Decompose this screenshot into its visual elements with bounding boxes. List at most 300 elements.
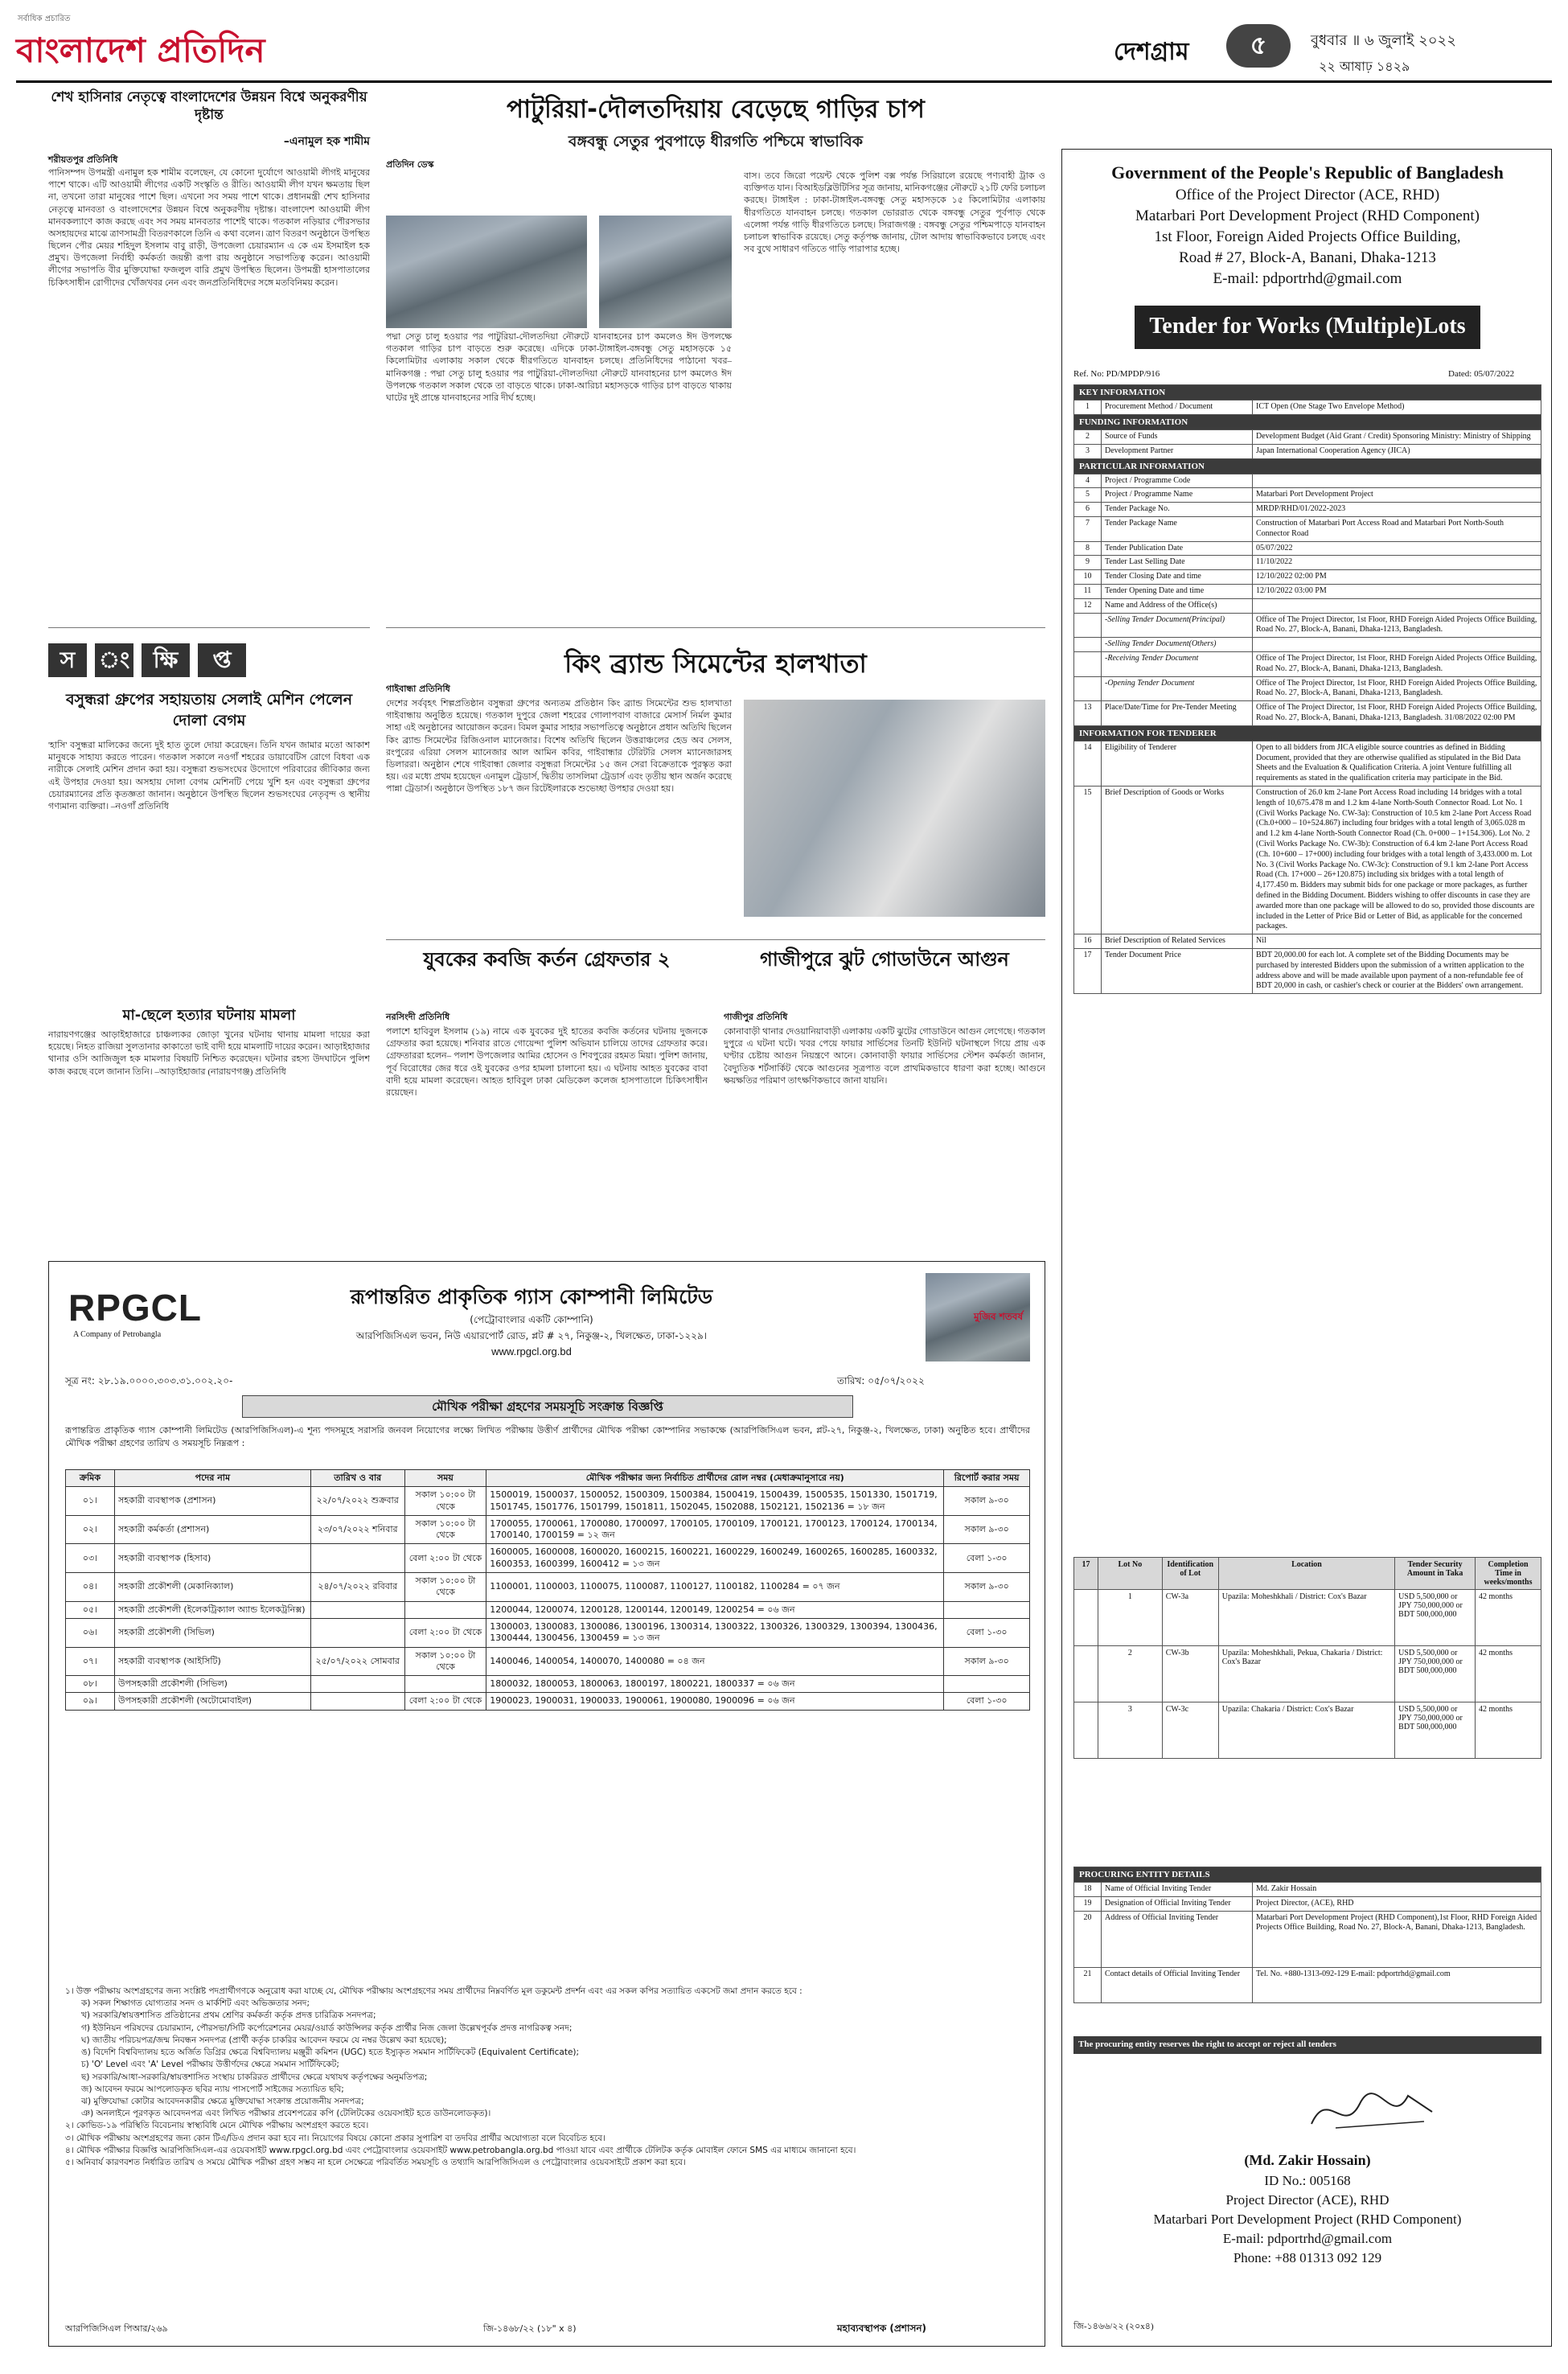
row-label: -Receiving Tender Document	[1102, 651, 1253, 676]
table-cell: 2	[1098, 1646, 1162, 1702]
table-cell: ২৪/০৭/২০২২ রবিবার	[310, 1573, 404, 1602]
row-label: Tender Publication Date	[1102, 541, 1253, 556]
brief1-body: 'হাসি' বসুন্ধরা মালিকের জন্যে দুই হাত তুলে দোয়া করেছেন। তিনি যখন জামার মতো আকাশ মানুষকে সাহায্য করতে পারেন। গতকাল সকালে নওগাঁ শহরের ডায়াবেটিস রোগে বিধবা এক নারীকে সেলাই মেশিন প্রদান করা হয়। বসুন্ধরা শুভসংঘের উদ্যোগে পরিবারের জীবিকার জন্য এই উপহার দেওয়া হয়। অসহায় দোলা বেগম মেশিনটি পেয়ে খুশি হন এবং বসুন্ধরা গ্রুপের চেয়ারম্যানের প্রতি কৃতজ্ঞতা জানান। অনুষ্ঠানে উপস্থিত ছিলেন শুভসংঘের নেতৃবৃন্দ ও স্থানীয় গণ্যমান্য ব্যক্তিরা। –নওগাঁ প্রতিনিধি	[48, 741, 370, 811]
table-row	[66, 1487, 1030, 1516]
office-address-line2: Road # 27, Block-A, Banani, Dhaka-1213	[1179, 249, 1436, 266]
table-row	[1074, 598, 1541, 613]
row-value: MRDP/RHD/01/2022-2023	[1253, 503, 1541, 517]
section-header-row	[1074, 725, 1541, 741]
table-cell: ০৮।	[66, 1676, 115, 1693]
row-number: 11	[1074, 585, 1102, 599]
instruction-item: ১। উক্ত পরীক্ষায় অংশগ্রহণের জন্য সংশ্লিষ্ট পদপ্রার্থীগণকে অনুরোধ করা যাচ্ছে যে, মৌখিক পরীক্ষায় অংশগ্রহণের সময় প্রার্থীদের নিম্নবর্ণিত মূল ডকুমেন্ট প্রদর্শন এবং এর সকল কপির সত্যায়িত একসেট জমা প্রদান করতে হবে :	[65, 1986, 802, 1996]
table-cell: সকাল ৯-৩০	[944, 1647, 1030, 1676]
row-label: Place/Date/Time for Pre-Tender Meeting	[1102, 701, 1253, 726]
table-cell: ০১।	[66, 1487, 115, 1516]
brief-news-banner	[48, 643, 370, 679]
table-row	[66, 1601, 1030, 1618]
table-row	[1074, 517, 1541, 542]
row-value: Office of The Project Director, 1st Floor, RHD Foreign Aided Projects Office Building, Road No. 27, Block-A, Banani, Dhaka-1213, Bangladesh.	[1253, 613, 1541, 638]
table-cell: 1	[1098, 1590, 1162, 1646]
mujib-logo: মুজিব শতবর্ষ	[974, 1311, 1024, 1322]
row-label: Name and Address of the Office(s)	[1102, 598, 1253, 613]
brief2-body: নারায়ণগঞ্জের আড়াইহাজারে চাঞ্চল্যকর জোড়া খুনের ঘটনায় থানায় মামলা দায়ের করা হয়েছে। নিহত রাজিয়া সুলতানার কাকাতো ভাই বাদী হয়ে মামলাটি দায়ের করেন। আড়াইহাজার থানার ওসি আজিজুল হক মামলার বিষয়টি নিশ্চিত করেছেন। ঘটনার রহস্য উদঘাটনে পুলিশ কাজ করছে বলে জানান তিনি। –আড়াইহাজার (নারায়ণগঞ্জ) প্রতিনিধি	[48, 1030, 370, 1077]
instruction-item: ২। কোভিড-১৯ পরিস্থিতি বিবেচনায় স্বাস্থ্যবিধি মেনে মৌখিক পরীক্ষায় অংশগ্রহণ করতে হবে।	[65, 2121, 369, 2131]
row-label: Development Partner	[1102, 444, 1253, 458]
row-value: Open to all bidders from JICA eligible source countries as defined in Bidding Document, provided that they are otherwise qualified as stipulated in the Bid Data Sheets and the Evaluation & Qualification Criteria. A joint Venture fulfilling all requirements as stated in the qualification criteria may participate in the Bid.	[1253, 741, 1541, 786]
row-label: -Selling Tender Document(Others)	[1102, 638, 1253, 652]
table-cell: সকাল ১০:০০ টা থেকে	[404, 1573, 486, 1602]
table-row	[66, 1693, 1030, 1710]
story1-byline: শরীয়তপুর প্রতিনিধি	[48, 154, 118, 165]
table-cell: 18	[1074, 1883, 1102, 1897]
row-value: Construction of 26.0 km 2-lane Port Access Road including 14 bridges with a total length of 10,675.478 m and 1.2 km 4-lane North-South Connector Road. Lot No. 1 (Civil Works Package No. CW-3a): Construction of 10.5 km 2-lane Port Access Road (Ch.0+000 – 10+524.867) including four bridges with a total length of 3,065.028 m and 1.2 km 4-lane North-South Connector Road (Ch. 0+000 – 1+154.306). Lot No. 2 (Civil Works Package No. CW-3b): Construction of 6.4 km 2-lane Port Access Road (Ch. 10+600 – 17+000) including four bridges with a total length of 3,433.000 m. Lot No. 3 (Civil Works Package No. CW-3c): Construction of 9.1 km 2-lane Port Access Road (Ch. 17+000 – 26+120.875) including six bridges with a total length of 4,177.450 m. Bidders may submit bids for one package or more packages, as further defined in the Bidding Document. Bidders wishing to offer discounts in case they are awarded more than one package will be allowed to do so, provided those discounts are included in the Letter of Price Bid or Letter of Bid, as applicable for the concerned packages.	[1253, 787, 1541, 934]
table-cell: 1500019, 1500037, 1500052, 1500309, 1500384, 1500419, 1500439, 1500535, 1501330, 1501719, 1501745, 1501776, 1501799, 1501811, 1502045, 1502088, 1502121, 1502136 = ১৮ জন	[486, 1487, 944, 1516]
table-cell	[310, 1601, 404, 1618]
row-number: 4	[1074, 474, 1102, 488]
row-label: Tender Document Price	[1102, 948, 1253, 993]
signature-image	[1303, 2080, 1440, 2144]
row-number: 15	[1074, 787, 1102, 934]
column-header: তারিখ ও বার	[310, 1470, 404, 1487]
story4-body: পলাশে হাবিবুল ইসলাম (১৯) নামে এক যুবকের দুই হাতের কবজি কর্তনের ঘটনায় দুজনকে গ্রেফতার করা হয়েছে। শনিবার রাতে গোয়েন্দা পুলিশ অভিযান চালিয়ে তাদের গ্রেফতার করে। গ্রেফতাররা হলেন– পলাশ উপজেলার আমির হোসেন ও শিবপুরের রহমত মিয়া। পুলিশ জানায়, পূর্ব বিরোধের জের ধরে ওই যুবকের ওপর হামলা চালানো হয়। এ ঘটনায় আহত যুবকের বাবা বাদী হয়ে মামলা করেছেন। আহত হাবিবুল ঢাকা মেডিকেল কলেজ হাসপাতালে চিকিৎসাধীন রয়েছেন।	[386, 1027, 708, 1098]
instruction-item: ৫। অনিবার্য কারণবশত নির্ধারিত তারিখ ও সময়ে মৌখিক পরীক্ষা গ্রহণ সম্ভব না হলে সেক্ষেত্রে পরিবর্তিত সময়সূচি ও তথ্যাদি আরপিজিসিএল ও পেট্রোবাংলার ওয়েবসাইটে প্রকাশ করা হবে।	[65, 2158, 686, 2168]
table-cell: ২৩/০৭/২০২২ শনিবার	[310, 1515, 404, 1544]
section-header-row	[1074, 414, 1541, 429]
table-cell: 1200044, 1200074, 1200128, 1200144, 1200149, 1200254 = ০৬ জন	[486, 1601, 944, 1618]
table-row	[1074, 676, 1541, 701]
row-number: 9	[1074, 556, 1102, 570]
signatory-id: ID No.: 005168	[1264, 2173, 1351, 2188]
table-cell: Address of Official Inviting Tender	[1102, 1911, 1253, 1967]
row-number: 5	[1074, 488, 1102, 503]
row-value: 11/10/2022	[1253, 556, 1541, 570]
table-cell: উপসহকারী প্রকৌশলী (সিভিল)	[114, 1676, 310, 1693]
row-number: 6	[1074, 503, 1102, 517]
row-value: ICT Open (One Stage Two Envelope Method)	[1253, 400, 1541, 415]
table-cell: CW-3a	[1162, 1590, 1218, 1646]
row-number: 7	[1074, 517, 1102, 542]
story5-body: কোনাবাড়ী থানার দেওয়ানিয়াবাড়ী এলাকায় একটি ঝুটের গোডাউনে আগুন লেগেছে। গতকাল দুপুরে এ ঘটনা ঘটে। খবর পেয়ে ফায়ার সার্ভিসের তিনটি ইউনিট ঘটনাস্থলে গিয়ে প্রায় এক ঘণ্টার চেষ্টায় আগুন নিয়ন্ত্রণে আনে। কোনাবাড়ী ফায়ার সার্ভিসের স্টেশন কর্মকর্তা জানান, বৈদ্যুতিক শর্টসার্কিট থেকে আগুনের সূত্রপাত বলে প্রাথমিকভাবে ধারণা করা হচ্ছে। আগুনে ক্ষয়ক্ষতির পরিমাণ তাৎক্ষণিকভাবে জানা যায়নি।	[724, 1027, 1045, 1086]
row-number: 12	[1074, 598, 1102, 613]
highway-photo	[599, 216, 732, 328]
row-number: 2	[1074, 429, 1102, 444]
row-number	[1074, 651, 1102, 676]
table-cell	[944, 1601, 1030, 1618]
column-header: Location	[1218, 1558, 1394, 1590]
table-cell: সহকারী ব্যবস্থাপক (হিসাব)	[114, 1544, 310, 1573]
ad-code: জি-১৪৬৬/২২ (২০x৪)	[1073, 2322, 1154, 2331]
rpgcl-website: www.rpgcl.org.bd	[491, 1345, 572, 1357]
memo-number: সূত্র নং: ২৮.১৯.০০০০.৩০৩.৩১.০০২.২০-	[65, 1375, 233, 1386]
table-cell: সকাল ৯-৩০	[944, 1487, 1030, 1516]
table-cell: USD 5,500,000 or JPY 750,000,000 or BDT 500,000,000	[1395, 1590, 1476, 1646]
table-row	[1074, 503, 1541, 517]
table-row	[66, 1647, 1030, 1676]
notice-date: তারিখ: ০৫/০৭/২০২২	[837, 1375, 925, 1386]
table-row	[1074, 701, 1541, 726]
row-value: Development Budget (Aid Grant / Credit) Sponsoring Ministry: Ministry of Shipping	[1253, 429, 1541, 444]
table-cell: বেলা ২:০০ টা থেকে	[404, 1693, 486, 1710]
table-cell: Designation of Official Inviting Tender	[1102, 1896, 1253, 1911]
rpgcl-logo-caption: A Company of Petrobangla	[73, 1330, 162, 1339]
banner-letter: প্ত	[198, 643, 246, 677]
table-cell: 20	[1074, 1911, 1102, 1967]
rpgcl-company-name: রূপান্তরিত প্রাকৃতিক গ্যাস কোম্পানী লিমিটেড	[350, 1285, 713, 1308]
instruction-item: ক) সকল শিক্ষাগত যোগ্যতার সনদ ও মার্কশিট এবং অভিজ্ঞতার সনদ;	[81, 1998, 310, 2009]
story2-body-part2: বাস। তবে জিরো পয়েন্ট থেকে পুলিশ বক্স পর্যন্ত সিরিয়ালে রয়েছে পণ্যবাহী ট্রাক ও ব্যক্তিগত যান। বিআইডব্লিউটিসির সূত্র জানায়, মানিকগঞ্জের নৌরুটে ২১টি ফেরি চলাচল করছে। টাঙ্গাইল : ঢাকা-টাঙ্গাইল-বঙ্গবন্ধু সেতু মহাসড়কে ১৫ কিলোমিটার এলাকায় ধীরগতিতে যানবাহন চলছে। গতকাল ভোররাত থেকে বঙ্গবন্ধু সেতুর পূর্বপাড় থেকে এলেঙ্গা পর্যন্ত গাড়ি ধীরগতিতে চলছে। সিরাজগঞ্জ : বঙ্গবন্ধু সেতুর পশ্চিমপাড়ে যানবাহন চলাচল স্বাভাবিক রয়েছে। সেতু কর্তৃপক্ষ জানায়, টোল আদায় স্বাভাবিকভাবে চলছে এবং সব বুথে সাধারণ গতিতে গাড়ি পারাপার হচ্ছে।	[744, 171, 1045, 255]
section-title: PROCURING ENTITY DETAILS	[1074, 1867, 1541, 1883]
table-cell: ০৯।	[66, 1693, 115, 1710]
row-number: 3	[1074, 444, 1102, 458]
story2-subhead: বঙ্গবন্ধু সেতুর পুবপাড়ে ধীরগতি পশ্চিমে স্বাভাবিক	[568, 133, 864, 150]
story4-headline: যুবকের কবজি কর্তন গ্রেফতার ২	[423, 948, 671, 971]
story3-byline: গাইবান্ধা প্রতিনিধি	[386, 684, 450, 694]
table-cell: Name of Official Inviting Tender	[1102, 1883, 1253, 1897]
row-label: Tender Closing Date and time	[1102, 570, 1253, 585]
row-label: Project / Programme Name	[1102, 488, 1253, 503]
row-value: BDT 20,000.00 for each lot. A complete set of the Bidding Documents may be purchased by interested Bidders upon the submission of a written application to the address above and will be made available upon payment of a non-refundable fee of BDT 20,000 in cash, or cashier's check or courier at the Bidders' own arrangement.	[1253, 948, 1541, 993]
instruction-item: ঙ) বিদেশি বিশ্ববিদ্যালয় হতে অর্জিত ডিগ্রির ক্ষেত্রে বিশ্ববিদ্যালয় মঞ্জুরী কমিশন (UGC) হতে ইস্যুকৃত সমমান সার্টিফিকেট (Equivalent Certificate);	[81, 2047, 580, 2058]
row-value: Office of The Project Director, 1st Floor, RHD Foreign Aided Projects Office Building, Road No. 27, Block-A, Banani, Dhaka-1213, Bangladesh.	[1253, 676, 1541, 701]
row-number: 17	[1074, 948, 1102, 993]
table-cell: Upazila: Moheshkhali / District: Cox's Bazar	[1218, 1590, 1394, 1646]
banner-letter: ং	[95, 643, 133, 677]
table-cell: 3	[1098, 1702, 1162, 1759]
ferry-photo	[386, 216, 587, 328]
table-cell: সকাল ৯-৩০	[944, 1573, 1030, 1602]
table-row	[66, 1515, 1030, 1544]
brief2-headline: মা-ছেলে হত্যার ঘটনায় মামলা	[122, 1007, 296, 1024]
tender-notice	[1061, 149, 1552, 2347]
story5-headline: গাজীপুরে ঝুট গোডাউনে আগুন	[760, 948, 1009, 971]
table-cell: Tel. No. +880-1313-092-129 E-mail: pdportrhd@gmail.com	[1253, 1967, 1541, 2002]
table-row	[66, 1544, 1030, 1573]
section-header-row	[1074, 1867, 1541, 1883]
tender-banner: Tender for Works (Multiple)Lots	[1135, 306, 1480, 349]
column-header: পদের নাম	[114, 1470, 310, 1487]
ad-code: জি-১৪৬৮/২২ (১৮" x ৪)	[483, 2323, 577, 2334]
rpgcl-logo: RPGCL	[68, 1287, 202, 1329]
table-cell: ০৬।	[66, 1618, 115, 1647]
table-cell: USD 5,500,000 or JPY 750,000,000 or BDT 500,000,000	[1395, 1646, 1476, 1702]
signatory-project: Matarbari Port Development Project (RHD Component)	[1153, 2212, 1462, 2227]
row-value: 12/10/2022 02:00 PM	[1253, 570, 1541, 585]
table-row	[1074, 948, 1541, 993]
row-label: Brief Description of Goods or Works	[1102, 787, 1253, 934]
story4-byline: নরসিংদী প্রতিনিধি	[386, 1012, 450, 1022]
table-row	[1074, 1896, 1541, 1911]
table-row	[1074, 1702, 1541, 1759]
table-cell: 42 months	[1476, 1646, 1541, 1702]
row-value: 12/10/2022 03:00 PM	[1253, 585, 1541, 599]
row-label: Brief Description of Related Services	[1102, 934, 1253, 949]
column-header: ক্রমিক	[66, 1470, 115, 1487]
table-row	[66, 1676, 1030, 1693]
table-row	[1074, 556, 1541, 570]
table-cell: বেলা ২:০০ টা থেকে	[404, 1618, 486, 1647]
table-cell: সকাল ৯-৩০	[944, 1515, 1030, 1544]
newspaper-name: বাংলাদেশ প্রতিদিন	[16, 31, 265, 70]
row-value: Japan International Cooperation Agency (JICA)	[1253, 444, 1541, 458]
table-cell	[944, 1676, 1030, 1693]
column-header: Lot No	[1098, 1558, 1162, 1590]
instruction-item: ছ) সরকারি/আধা-সরকারি/স্বায়ত্তশাসিত সংস্থায় চাকরিরত প্রার্থীদের ক্ষেত্রে যথাযথ কর্তৃপক্ষের অনুমতিপত্র;	[81, 2072, 428, 2082]
row-label: Procurement Method / Document	[1102, 400, 1253, 415]
pr-number: আরপিজিসিএল পিআর/২৬৯	[65, 2323, 168, 2334]
section-header-row	[1074, 385, 1541, 400]
notice-instructions	[65, 1986, 1030, 2169]
table-row	[1074, 1883, 1541, 1897]
story2-headline: পাটুরিয়া-দৌলতদিয়ায় বেড়েছে গাড়ির চাপ	[507, 95, 925, 124]
signatory-designation: Project Director (ACE), RHD	[1225, 2192, 1389, 2208]
table-cell: USD 5,500,000 or JPY 750,000,000 or BDT 500,000,000	[1395, 1702, 1476, 1759]
table-cell: ০৫।	[66, 1601, 115, 1618]
table-row	[1074, 613, 1541, 638]
rpgcl-advertisement	[48, 1261, 1045, 2347]
office-name: Office of the Project Director (ACE, RHD)	[1175, 187, 1440, 203]
table-cell	[404, 1676, 486, 1693]
table-cell	[310, 1676, 404, 1693]
table-cell: CW-3b	[1162, 1646, 1218, 1702]
brief1-headline: বসুন্ধরা গ্রুপের সহায়তায় সেলাই মেশিন পেলেন দোলা বেগম	[65, 691, 353, 729]
table-cell: 1300003, 1300083, 1300086, 1300196, 1300314, 1300322, 1300326, 1300329, 1300394, 1300436, 1300444, 1300456, 1300459 = ১৩ জন	[486, 1618, 944, 1647]
table-row	[1074, 444, 1541, 458]
date-line-bangla: ২২ আষাঢ় ১৪২৯	[1319, 59, 1410, 74]
table-cell	[1074, 1702, 1098, 1759]
table-cell: সকাল ১০:০০ টা থেকে	[404, 1487, 486, 1516]
masthead-rule	[16, 80, 1552, 83]
table-cell: সহকারী প্রকৌশলী (মেকানিক্যাল)	[114, 1573, 310, 1602]
reserve-right-note: The procuring entity reserves the right to accept or reject all tenders	[1073, 2036, 1541, 2054]
story3-headline: কিং ব্র্যান্ড সিমেন্টের হালখাতা	[564, 648, 867, 679]
table-cell: 1800032, 1800053, 1800063, 1800197, 1800221, 1800337 = ০৬ জন	[486, 1676, 944, 1693]
masthead-tagline: সর্বাধিক প্রচারিত	[18, 14, 71, 23]
divider	[48, 627, 370, 628]
table-row	[1074, 400, 1541, 415]
table-row	[1074, 541, 1541, 556]
table-row	[1074, 638, 1541, 652]
halkhata-photo	[744, 700, 1045, 917]
row-number: 8	[1074, 541, 1102, 556]
instruction-item: গ) ইউনিয়ন পরিষদের চেয়ারম্যান, পৌরসভা/সিটি কর্পোরেশনের মেয়র/ওয়ার্ড কাউন্সিলর কর্তৃক প্রার্থীর নিজ জেলা উল্লেখপূর্বক প্রদত্ত নাগরিকত্ব সনদ;	[81, 2023, 573, 2033]
section-header-row	[1074, 458, 1541, 474]
story2-byline: প্রতিদিন ডেস্ক	[386, 159, 434, 170]
table-row	[1074, 741, 1541, 786]
row-label: Eligibility of Tenderer	[1102, 741, 1253, 786]
row-label: Tender Opening Date and time	[1102, 585, 1253, 599]
row-label: -Opening Tender Document	[1102, 676, 1253, 701]
section-title: PARTICULAR INFORMATION	[1074, 458, 1541, 474]
table-cell: Md. Zakir Hossain	[1253, 1883, 1541, 1897]
table-cell: 1400046, 1400054, 1400070, 1400080 = ০৪ জন	[486, 1647, 944, 1676]
section-title: INFORMATION FOR TENDERER	[1074, 725, 1541, 741]
table-cell: Contact details of Official Inviting Tender	[1102, 1967, 1253, 2002]
section-title: দেশগ্রাম	[1114, 38, 1189, 66]
row-value	[1253, 638, 1541, 652]
project-name: Matarbari Port Development Project (RHD Component)	[1135, 207, 1480, 224]
table-row	[1074, 474, 1541, 488]
table-row	[1074, 1911, 1541, 1967]
section-title: FUNDING INFORMATION	[1074, 414, 1541, 429]
table-row	[66, 1618, 1030, 1647]
table-cell: ০৩।	[66, 1544, 115, 1573]
divider	[386, 627, 1045, 628]
row-number: 10	[1074, 570, 1102, 585]
row-value: Construction of Matarbari Port Access Road and Matarbari Port North-South Connector Road	[1253, 517, 1541, 542]
row-number: 16	[1074, 934, 1102, 949]
column-header: রিপোর্ট করার সময়	[944, 1470, 1030, 1487]
column-header: সময়	[404, 1470, 486, 1487]
row-value: 05/07/2022	[1253, 541, 1541, 556]
instruction-item: ৪। মৌখিক পরীক্ষার বিজ্ঞপ্তি আরপিজিসিএল-এর ওয়েবসাইট www.rpgcl.org.bd এবং পেট্রোবাংলার ওয়েবসাইট www.petrobangla.org.bd পাওয়া যাবে এবং প্রার্থীকে টেলিটক কর্তৃক মোবাইল ফোনে SMS এর মাধ্যমে জানানো হবে।	[65, 2145, 856, 2155]
table-row	[1074, 934, 1541, 949]
table-row	[1074, 1590, 1541, 1646]
tender-info-table	[1073, 384, 1541, 994]
table-cell: Upazila: Moheshkhali, Pekua, Chakaria / District: Cox's Bazar	[1218, 1646, 1394, 1702]
page-number-badge: ৫	[1226, 24, 1291, 68]
story1-body: পানিসম্পদ উপমন্ত্রী এনামুল হক শামীম বলেছেন, যে কোনো দুর্যোগে আওয়ামী লীগই মানুষের পাশে থাকে। এটি আওয়ামী লীগের একটি সংস্কৃতি ও রীতি। আওয়ামী লীগ যখন ক্ষমতায় ছিল না, তখনো তারা মানুষের পাশে ছিল। এখনো সব সময় পাশে থাকে। প্রধানমন্ত্রী শেখ হাসিনার নেতৃত্বে মানবতা ও বাংলাদেশের উন্নয়ন বিশ্বে অনুকরণীয় দৃষ্টান্ত। বাংলাদেশ আওয়ামী লীগ মানবকল্যাণে কাজ করছে এবং সব সময় মানবতার পাশেই থাকে। গতকাল নড়িয়ার পৌরসভার অসহায়দের মাঝে ত্রাণসামগ্রী বিতরণকালে তিনি এ কথা বলেন। ত্রাণ বিতরণ অনুষ্ঠানে উপস্থিত ছিলেন পৌর মেয়র শহিদুল ইসলাম বাবু রাড়ী, উপজেলা চেয়ারম্যান এ কে এম ইসমাইল হক প্রমুখ। উপজেলা নির্বাহী কর্মকর্তা জয়ন্তী রূপা রায় অনুষ্ঠানে সভাপতিত্ব করেন। আওয়ামী লীগের সভাপতি বীর মুক্তিযোদ্ধা ফজলুল বারি প্রমুখ উপস্থিত ছিলেন। উপমন্ত্রী হাসপাতালের চিকিৎসাধীন রোগীদের খোঁজখবর নেন এবং জনপ্রতিনিধিদের সঙ্গে মতবিনিময় করেন।	[48, 168, 370, 288]
story2-body-part1: পদ্মা সেতু চালু হওয়ার পর পাটুরিয়া-দৌলতদিয়া নৌরুটে যানবাহনের চাপ কমলেও ঈদ উপলক্ষে গতকাল গাড়ির চাপ বাড়তে শুরু করেছে। এদিকে ঢাকা-টাঙ্গাইল-বঙ্গবন্ধু সেতু মহাসড়কে ১৫ কিলোমিটার এলাকায় সকাল থেকে ধীরগতিতে যানবাহন চলছে। প্রতিনিধিদের পাঠানো খবর– মানিকগঞ্জ : পদ্মা সেতু চালু হওয়ার পর পাটুরিয়া-দৌলতদিয়া নৌরুটে যানবাহনের চাপ কমলেও ঈদ উপলক্ষে গতকাল সকাল থেকে তা বাড়তে থাকে। ঢাকা-আরিচা মহাসড়কে গাড়ির চাপ বাড়তে থাকায় ঘাটের দুই প্রান্তে যানবাহনের সারি দীর্ঘ হচ্ছে।	[386, 332, 732, 403]
lot-table	[1073, 1557, 1541, 1759]
table-cell	[310, 1618, 404, 1647]
table-cell: সহকারী প্রকৌশলী (ইলেকট্রিক্যাল অ্যান্ড ইলেকট্রনিক্স)	[114, 1601, 310, 1618]
row-number: 13	[1074, 701, 1102, 726]
row-label: Tender Package Name	[1102, 517, 1253, 542]
table-cell: 42 months	[1476, 1590, 1541, 1646]
table-cell: 1600005, 1600008, 1600020, 1600215, 1600221, 1600229, 1600249, 1600265, 1600285, 1600332, 1600353, 1600399, 1600412 = ১৩ জন	[486, 1544, 944, 1573]
notice-intro: রূপান্তরিত প্রাকৃতিক গ্যাস কোম্পানী লিমিটেড (আরপিজিসিএল)-এ শূন্য পদসমূহে সরাসরি জনবল নিয়োগের লক্ষ্যে লিখিত পরীক্ষায় উত্তীর্ণ প্রার্থীদের মৌখিক পরীক্ষা কোম্পানির সভাকক্ষে (আরপিজিসিএল ভবন, প্লট-২৭, নিকুঞ্জ-২, খিলক্ষেত, ঢাকা) অনুষ্ঠিত হবে। প্রার্থীদের মৌখিক পরীক্ষা গ্রহণের তারিখ ও সময়সূচি নিম্নরূপ :	[65, 1425, 1030, 1448]
table-cell: বেলা ২:০০ টা থেকে	[404, 1544, 486, 1573]
instruction-item: ঘ) জাতীয় পরিচয়পত্র/জন্ম নিবন্ধন সনদপত্র (প্রার্থী কর্তৃক চাকরির আবেদন ফরমে যে নম্বর উল্লেখ করা হয়েছে);	[81, 2035, 447, 2045]
table-cell: সহকারী প্রকৌশলী (সিভিল)	[114, 1618, 310, 1647]
table-cell	[404, 1601, 486, 1618]
signatory-phone: Phone: +88 01313 092 129	[1233, 2250, 1382, 2265]
row-value	[1253, 598, 1541, 613]
table-cell: সকাল ১০:০০ টা থেকে	[404, 1515, 486, 1544]
divider	[386, 939, 1045, 940]
table-cell	[1074, 1646, 1098, 1702]
table-cell: ০২।	[66, 1515, 115, 1544]
row-label: Source of Funds	[1102, 429, 1253, 444]
instruction-item: জ) আবেদন ফরমে আপলোডকৃত ছবির ন্যায় পাসপোর্ট সাইজের সত্যায়িত ছবি;	[81, 2084, 344, 2094]
column-header: Tender Security Amount in Taka	[1395, 1558, 1476, 1590]
table-cell: Matarbari Port Development Project (RHD Component),1st Floor, RHD Foreign Aided Projects Office Building, Road No. 27, Block-A, Banani, Dhaka-1213, Bangladesh.	[1253, 1911, 1541, 1967]
instruction-item: ৩। মৌখিক পরীক্ষায় অংশগ্রহণের জন্য কোন টিএ/ডিএ প্রদান করা হবে না। নিয়োগের বিষয়ে কোনো প্রকার সুপারিশ বা তদবির প্রার্থীর অযোগ্যতা বলে বিবেচিত হবে।	[65, 2133, 605, 2143]
table-row	[1074, 1646, 1541, 1702]
row-number: 14	[1074, 741, 1102, 786]
table-cell: সহকারী কর্মকর্তা (প্রশাসন)	[114, 1515, 310, 1544]
table-cell: 1100001, 1100003, 1100075, 1100087, 1100127, 1100182, 1100284 = ০৭ জন	[486, 1573, 944, 1602]
office-email: E-mail: pdportrhd@gmail.com	[1213, 270, 1402, 287]
table-cell: ২৫/০৭/২০২২ সোমবার	[310, 1647, 404, 1676]
table-row	[1074, 787, 1541, 934]
column-header: Identification of Lot	[1162, 1558, 1218, 1590]
table-cell: 1700055, 1700061, 1700080, 1700097, 1700105, 1700109, 1700121, 1700123, 1700124, 1700134, 1700140, 1700159 = ১২ জন	[486, 1515, 944, 1544]
instruction-item: ঞ) অনলাইনে পূরণকৃত আবেদনপত্র এবং লিখিত পরীক্ষার প্রবেশপত্রের কপি (টেলিটকের ওয়েবসাইট হতে ডাউনলোডকৃত)।	[81, 2109, 491, 2119]
column-header: মৌখিক পরীক্ষার জন্য নির্বাচিত প্রার্থীদের রোল নম্বর (মেধাক্রমানুসারে নয়)	[486, 1470, 944, 1487]
table-cell: Project Director, (ACE), RHD	[1253, 1896, 1541, 1911]
government-title: Government of the People's Republic of Bangladesh	[1111, 162, 1504, 183]
column-header: 17	[1074, 1558, 1098, 1590]
table-cell: ০৪।	[66, 1573, 115, 1602]
table-cell	[1074, 1590, 1098, 1646]
tender-date: Dated: 05/07/2022	[1448, 369, 1515, 379]
table-cell: ০৭।	[66, 1647, 115, 1676]
row-label: Tender Package No.	[1102, 503, 1253, 517]
date-line: বুধবার ॥ ৬ জুলাই ২০২২	[1311, 32, 1456, 49]
table-row	[1074, 585, 1541, 599]
signatory-designation: মহাব্যবস্থাপক (প্রশাসন)	[837, 2323, 927, 2334]
table-cell: বেলা ১-৩০	[944, 1693, 1030, 1710]
rpgcl-address: আরপিজিসিএল ভবন, নিউ এয়ারপোর্ট রোড, প্লট # ২৭, নিকুঞ্জ-২, খিলক্ষেত, ঢাকা-১২২৯।	[355, 1330, 708, 1341]
row-value: Nil	[1253, 934, 1541, 949]
signatory-name: (Md. Zakir Hossain)	[1244, 2152, 1371, 2168]
row-value: Office of The Project Director, 1st Floor, RHD Foreign Aided Projects Office Building, Road No. 27, Block-A, Banani, Dhaka-1213, Bangladesh. 31/08/2022 02:00 PM	[1253, 701, 1541, 726]
table-cell: CW-3c	[1162, 1702, 1218, 1759]
section-title: KEY INFORMATION	[1074, 385, 1541, 400]
procuring-entity-table	[1073, 1867, 1541, 2003]
banner-letter: ক্ষি	[142, 643, 190, 677]
row-value	[1253, 474, 1541, 488]
table-row	[1074, 488, 1541, 503]
row-value: Matarbari Port Development Project	[1253, 488, 1541, 503]
reference-number: Ref. No: PD/MPDP/916	[1073, 369, 1160, 379]
table-cell: 21	[1074, 1967, 1102, 2002]
instruction-item: চ) 'O' Level এবং 'A' Level পরীক্ষায় উত্তীর্ণদের ক্ষেত্রে সমমান সার্টিফিকেট;	[81, 2060, 339, 2070]
table-cell	[310, 1544, 404, 1573]
table-cell: সকাল ১০:০০ টা থেকে	[404, 1647, 486, 1676]
story3-body: দেশের সর্ববৃহৎ শিল্পপ্রতিষ্ঠান বসুন্ধরা গ্রুপের অন্যতম প্রতিষ্ঠান কিং ব্র্যান্ড সিমেন্টের শুভ হালখাতা গাইবান্ধায় অনুষ্ঠিত হয়েছে। গতকাল দুপুরে জেলা শহরের গোলাপবাগ বাজারে মেসার্স নির্মল কুমার সাহা এই অনুষ্ঠানের আয়োজন করেন। বিমল কুমার সাহার সভাপতিত্বে অনুষ্ঠানে প্রধান অতিথি ছিলেন কিং ব্র্যান্ড সিমেন্টের রিজিওনাল ম্যানেজার। বিশেষ অতিথি ছিলেন উত্তরাঞ্চলের হেড অব সেলস, রংপুরের এরিয়া সেলস ম্যানেজার আল আমিন কবির, গাইবান্ধার টেরিটরি সেলস ম্যানেজারসহ ডিলাররা। অনুষ্ঠান শেষে গাইবান্ধা জেলার বসুন্ধরা সিমেন্টের ১৫ জন সেরা বিক্রেতাকে পুরস্কৃত করা হয়। এর মধ্যে প্রথম হয়েছেন এনামুল ট্রেডার্স, দ্বিতীয় তাসলিমা ট্রেডার্স এবং তৃতীয় স্থান অর্জন করেছে পান্না ট্রেডার্স। অনুষ্ঠানে উপস্থিত ১৮৭ জন রিটেইলারকে শুভেচ্ছা উপহার দেওয়া হয়।	[386, 699, 732, 795]
table-cell: 19	[1074, 1896, 1102, 1911]
table-cell: সহকারী ব্যবস্থাপক (আইসিটি)	[114, 1647, 310, 1676]
table-cell: বেলা ১-৩০	[944, 1618, 1030, 1647]
row-value: Office of The Project Director, 1st Floor, RHD Foreign Aided Projects Office Building, Road No. 27, Block-A, Banani, Dhaka-1213, Bangladesh.	[1253, 651, 1541, 676]
table-cell: 1900023, 1900031, 1900033, 1900061, 1900080, 1900096 = ০৬ জন	[486, 1693, 944, 1710]
column-header: Completion Time in weeks/months	[1476, 1558, 1541, 1590]
row-label: -Selling Tender Document(Principal)	[1102, 613, 1253, 638]
table-row	[1074, 651, 1541, 676]
table-row	[1074, 1967, 1541, 2002]
instruction-item: ঝ) মুক্তিযোদ্ধা কোটার আবেদনকারীর ক্ষেত্রে মুক্তিযোদ্ধা সংক্রান্ত প্রয়োজনীয় সনদপত্র;	[81, 2096, 364, 2106]
story1-subhead: –এনামুল হক শামীম	[283, 135, 370, 148]
instruction-item: খ) সরকারি/স্বায়ত্তশাসিত প্রতিষ্ঠানের প্রথম শ্রেণির কর্মকর্তা কর্তৃক প্রদত্ত চারিত্রিক সনদপত্র;	[81, 2011, 376, 2021]
row-number	[1074, 638, 1102, 652]
row-number: 1	[1074, 400, 1102, 415]
story5-byline: গাজীপুর প্রতিনিধি	[724, 1012, 788, 1022]
story1-headline: শেখ হাসিনার নেতৃত্বে বাংলাদেশের উন্নয়ন বিশ্বে অনুকরণীয় দৃষ্টান্ত	[51, 89, 367, 124]
table-cell: বেলা ১-৩০	[944, 1544, 1030, 1573]
interview-schedule-table	[65, 1469, 1030, 1711]
table-cell: Upazila: Chakaria / District: Cox's Bazar	[1218, 1702, 1394, 1759]
table-cell	[310, 1693, 404, 1710]
table-cell: সহকারী ব্যবস্থাপক (প্রশাসন)	[114, 1487, 310, 1516]
table-row	[1074, 570, 1541, 585]
banner-letter: স	[48, 643, 87, 677]
table-cell: ২২/০৭/২০২২ শুক্রবার	[310, 1487, 404, 1516]
table-header-row	[66, 1470, 1030, 1487]
table-row	[66, 1573, 1030, 1602]
row-label: Tender Last Selling Date	[1102, 556, 1253, 570]
rpgcl-subtitle: (পেট্রোবাংলার একটি কোম্পানি)	[470, 1314, 593, 1325]
table-header-row	[1074, 1558, 1541, 1590]
office-address-line1: 1st Floor, Foreign Aided Projects Office Building,	[1154, 228, 1461, 245]
signatory-email: E-mail: pdportrhd@gmail.com	[1222, 2231, 1393, 2246]
notice-title: মৌখিক পরীক্ষা গ্রহণের সময়সূচি সংক্রান্ত বিজ্ঞপ্তি	[242, 1395, 853, 1418]
row-label: Project / Programme Code	[1102, 474, 1253, 488]
row-number	[1074, 676, 1102, 701]
table-cell: 42 months	[1476, 1702, 1541, 1759]
row-number	[1074, 613, 1102, 638]
